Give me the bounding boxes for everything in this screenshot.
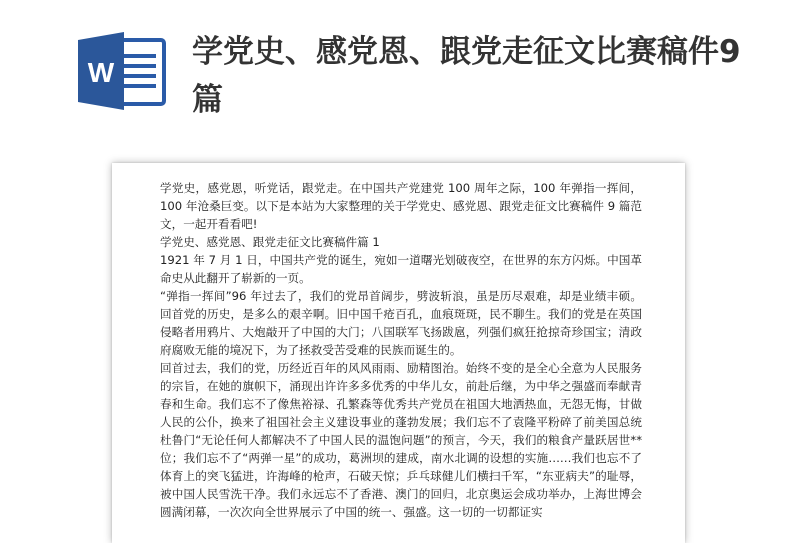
word-icon-letter: W — [87, 57, 115, 88]
paragraph-3: 回首过去，我们的党，历经近百年的风风雨雨、励精图治。始终不变的是全心全意为人民服务的宗旨，在她的旗帜下，涌现出许许多多优秀的中华儿女，前赴后继，为中华之强盛而奉献青春和生命。我们忘不了像焦裕禄、孔繁森等优秀共产党员在祖国大地洒热血，无怨无悔，甘做人民的公仆，换来了祖国社会主义建设事业的蓬勃发展；我们忘不了袁隆平粉碎了前美国总统杜鲁门“无论任何人都解决不了中国人民的温饱问题”的预言，今天，我们的粮食产量跃居世**位；我们忘不了“两弹一星”的成功，葛洲坝的建成，南水北调的设想的实施……我们也忘不了体育上的突飞猛进，许海峰的枪声，石破天惊；乒乓球健儿们横扫千军，“东亚病夫”的耻辱，被中国人民雪洗干净。我们永远忘不了香港、澳门的回归，北京奥运会成功举办，上海世博会圆满闭幕，一次次向全世界展示了中国的统一、强盛。这一切的一切都证实 — [160, 361, 643, 519]
page-header — [0, 0, 800, 160]
paragraph-2: “弹指一挥间”96 年过去了，我们的党昂首阔步，劈波斩浪，虽是历尽艰难，却是业绩丰硕。回首党的历史，是多么的艰辛啊。旧中国千疮百孔，血痕斑斑，民不聊生。我们的党是在英国侵略者用鸦片、大炮敲开了中国的大门；八国联军飞扬跋扈，列强们疯狂抢掠奇珍国宝；清政府腐败无能的境况下，为了拯救受苦受难的民族而诞生的。 — [160, 289, 642, 357]
word-document-icon — [76, 30, 168, 112]
document-body — [160, 179, 642, 521]
paragraph-heading: 学党史、感党恩、跟党走征文比赛稿件篇 1 — [160, 235, 380, 249]
document-preview — [112, 163, 685, 543]
paragraph-1: 1921 年 7 月 1 日，中国共产党的诞生，宛如一道曙光划破夜空，在世界的东方闪烁。中国革命史从此翻开了崭新的一页。 — [160, 253, 642, 285]
paragraph-intro: 学党史，感党恩，听党话，跟党走。在中国共产党建党 100 周年之际，100 年弹指一挥间，100 年沧桑巨变。以下是本站为大家整理的关于学党史、感党恩、跟党走征文比赛稿件 9 篇范文，一起开看看吧! — [160, 181, 642, 231]
page-title: 学党史、感党恩、跟党走征文比赛稿件9篇 — [192, 34, 741, 118]
